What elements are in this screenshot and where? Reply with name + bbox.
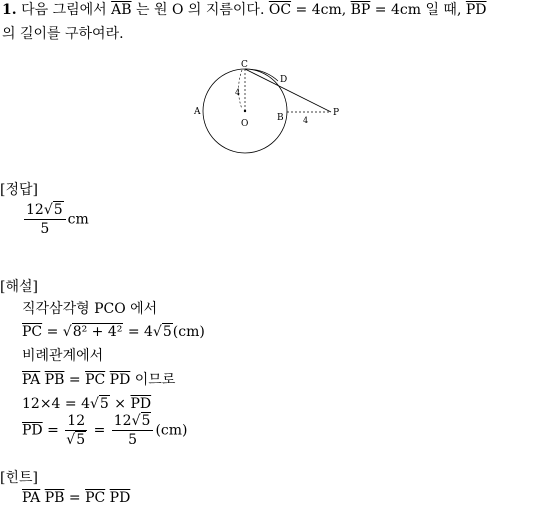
segment-oc: $\overline{OC}$ xyxy=(268,2,292,18)
circle-figure xyxy=(185,55,355,160)
label-c: C xyxy=(241,60,248,70)
fraction-2-coef: 12 xyxy=(113,413,132,429)
explanation-heading: [해설] xyxy=(0,279,38,295)
equals-sign-2: = xyxy=(93,422,106,439)
segment-pc: $\overline{PC}$ xyxy=(85,490,106,506)
fraction-2-radicand: 5 xyxy=(141,413,151,429)
segment-pa: $\overline{PA}$ xyxy=(22,372,41,388)
segment-pd: $\overline{PD}$ xyxy=(465,2,487,18)
times-sign: × xyxy=(114,396,127,412)
segment-pd: $\overline{PD}$ xyxy=(109,372,131,388)
fraction-2-denominator: 5 xyxy=(128,432,138,448)
pc-unit: (cm) xyxy=(172,324,205,340)
segment-pa: $\overline{PA}$ xyxy=(22,490,41,506)
explanation-line-4 xyxy=(22,373,175,387)
center-o-dot xyxy=(244,110,246,112)
fraction-1: $\frac{12}{√5}$ xyxy=(66,413,86,448)
hint-line xyxy=(22,491,130,505)
oc-length-label: 4 xyxy=(235,88,241,97)
equals-sign: = xyxy=(47,422,59,439)
label-p: P xyxy=(333,108,340,118)
label-d: D xyxy=(280,75,288,85)
oc-value: = 4cm, xyxy=(295,2,347,18)
label-b: B xyxy=(277,113,284,123)
secant-pc-line xyxy=(245,69,331,112)
segment-ab: $\overline{AB}$ xyxy=(111,2,132,18)
label-a: A xyxy=(194,107,201,117)
segment-pd: $\overline{PD}$ xyxy=(109,490,131,506)
equals-sign: = xyxy=(46,324,59,340)
explanation-line-1: 직각삼각형 PCO 에서 xyxy=(22,301,158,317)
explanation-line-3: 비례관계에서 xyxy=(22,348,104,364)
pc-radicand: 8² + 4² xyxy=(72,324,123,340)
answer-heading: [정답] xyxy=(0,182,38,198)
problem-statement xyxy=(2,3,487,17)
fraction-2: $\frac{12√5}{5}$ xyxy=(112,414,154,447)
fraction-1-numerator: 12 xyxy=(67,413,86,429)
explanation-tail-text: 이므로 xyxy=(134,372,176,388)
answer-expression xyxy=(22,203,89,236)
problem-number: 1. xyxy=(2,2,17,18)
segment-pc: $\overline{PC}$ xyxy=(85,372,106,388)
bp-length-label: 4 xyxy=(303,116,309,125)
product-radicand: 5 xyxy=(99,396,109,412)
problem-text-line2: 의 길이를 구하여라. xyxy=(2,26,124,42)
arc-cd xyxy=(245,69,278,81)
answer-num-coef: 12 xyxy=(26,202,44,218)
answer-fraction: $\frac{12√5}{5}$ xyxy=(24,203,66,236)
bp-value: = 4cm 일 때, xyxy=(374,2,462,18)
equals-sign: = xyxy=(68,372,81,388)
segment-pd: $\overline{PD}$ xyxy=(130,396,152,412)
fraction-1-denominator: 5 xyxy=(76,432,86,448)
segment-pb: $\overline{PB}$ xyxy=(44,490,65,506)
explanation-line-5: $12\times 4 = 4√5 \times \overline{PD}$ xyxy=(22,396,152,412)
segment-bp: $\overline{BP}$ xyxy=(350,2,371,18)
pc-radicand-2: 5 xyxy=(162,324,172,340)
product-lhs: 12×4 = 4 xyxy=(22,396,90,412)
answer-unit: cm xyxy=(67,211,89,228)
result-unit: (cm) xyxy=(155,422,188,439)
explanation-line-2: $\overline{PC} = √8^2 + 4^2 = 4√5(cm)$ xyxy=(22,324,205,340)
segment-pd: $\overline{PD}$ xyxy=(22,422,43,439)
pc-coefficient: = 4 xyxy=(127,324,153,340)
problem-text-2: 는 원 O 의 지름이다. xyxy=(136,2,265,18)
answer-radicand: 5 xyxy=(53,202,63,218)
problem-text-1: 다음 그림에서 xyxy=(21,2,107,18)
segment-pc: $\overline{PC}$ xyxy=(22,324,43,340)
segment-pb: $\overline{PB}$ xyxy=(44,372,65,388)
explanation-line-6 xyxy=(22,414,187,447)
answer-denominator: 5 xyxy=(40,221,50,237)
equals-sign: = xyxy=(68,490,81,506)
label-o: O xyxy=(241,119,249,129)
hint-heading: [힌트] xyxy=(0,470,38,486)
